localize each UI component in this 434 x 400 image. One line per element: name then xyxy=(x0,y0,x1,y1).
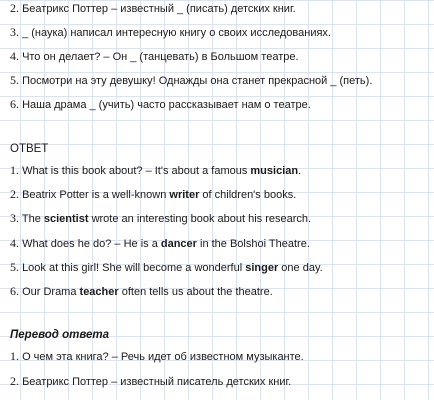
answer-word: dancer xyxy=(160,238,197,250)
answer-text: Look at this girl! She will become a wonderful xyxy=(22,262,246,274)
answer-text: Beatrix Potter is a well-known xyxy=(22,189,170,201)
answer-word: scientist xyxy=(43,213,89,225)
task-line xyxy=(10,1,296,16)
answer-line xyxy=(10,236,310,251)
item-number: 2. xyxy=(10,187,19,201)
answer-word: musician xyxy=(250,165,299,177)
translation-text: О чем эта книга? – Речь идет об известном музыканте. xyxy=(22,351,304,363)
item-number: 1. xyxy=(10,349,19,363)
item-number: 4. xyxy=(10,236,19,250)
answer-line xyxy=(10,163,301,178)
answer-word: singer xyxy=(245,262,279,274)
answer-line xyxy=(10,211,311,226)
item-number: 5. xyxy=(10,73,19,87)
task-line xyxy=(10,49,299,64)
answer-text: What does he do? – He is a xyxy=(22,238,161,250)
translation-line xyxy=(10,349,304,364)
task-line xyxy=(10,73,372,88)
answer-text: What is this book about? – It's about a famous xyxy=(22,165,251,177)
item-number: 2. xyxy=(10,1,19,15)
answer-line xyxy=(10,187,296,202)
item-number: 2. xyxy=(10,374,19,388)
task-text: Беатрикс Поттер – известный _ (писать) детских книг. xyxy=(22,3,296,15)
answer-text: The xyxy=(21,213,44,225)
task-line xyxy=(10,25,331,40)
answer-line xyxy=(10,284,273,299)
item-number: 5. xyxy=(10,260,19,274)
item-number: 6. xyxy=(10,284,19,298)
task-line xyxy=(10,97,311,112)
task-text: Посмотри на эту девушку! Однажды она станет прекрасной _ (петь). xyxy=(22,75,373,87)
item-number: 6. xyxy=(10,97,19,111)
translation-heading: Перевод ответа xyxy=(10,329,110,341)
answer-text: wrote an interesting book about his research. xyxy=(88,213,312,225)
task-text: _ (наука) написал интересную книгу о своих исследованиях. xyxy=(22,27,331,39)
task-text: Наша драма _ (учить) часто рассказывает нам о театре. xyxy=(22,99,311,111)
answer-text: in the Bolshoi Theatre. xyxy=(196,238,310,250)
answer-text: often tells us about the theatre. xyxy=(118,286,273,298)
item-number: 1. xyxy=(10,163,19,177)
item-number: 4. xyxy=(10,49,19,63)
answer-text: Our Drama xyxy=(22,286,80,298)
item-number: 3. xyxy=(10,25,19,39)
answer-text: one day. xyxy=(278,262,323,274)
translation-line xyxy=(10,374,291,389)
task-text: Что он делает? – Он _ (танцевать) в Большом театре. xyxy=(22,51,299,63)
answer-line xyxy=(10,260,323,275)
answer-word: writer xyxy=(169,189,200,201)
answer-text: . xyxy=(298,165,302,177)
answer-text: of children's books. xyxy=(199,189,297,201)
item-number: 3. xyxy=(10,211,19,225)
translation-text: Беатрикс Поттер – известный писатель детских книг. xyxy=(22,376,292,388)
answer-word: teacher xyxy=(79,286,119,298)
answer-heading: ОТВЕТ xyxy=(10,143,49,155)
